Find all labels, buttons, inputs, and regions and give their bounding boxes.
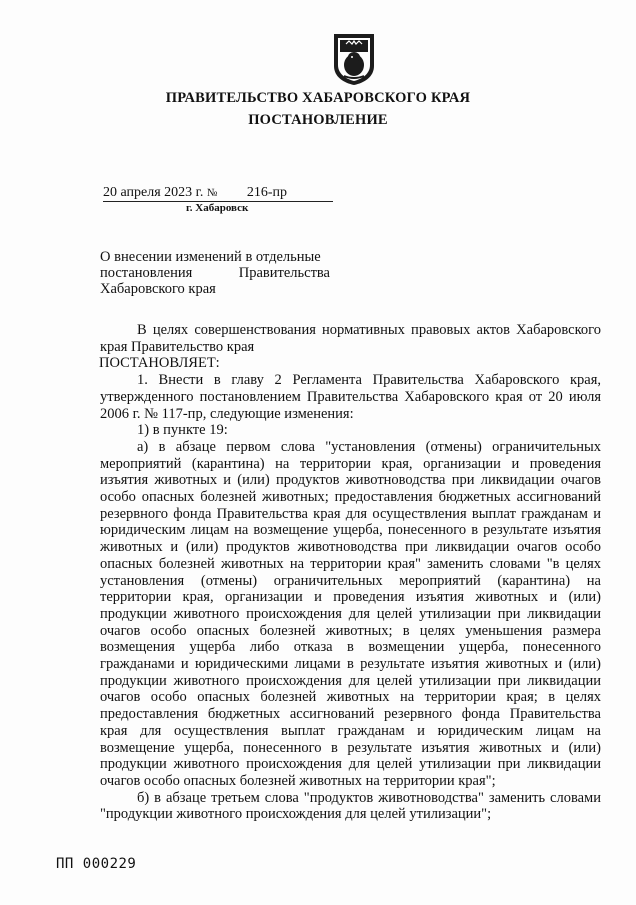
document-type: ПОСТАНОВЛЕНИЕ (248, 112, 388, 128)
subject-line: Хабаровского края (100, 281, 216, 297)
registration-number: 216-пр (246, 185, 287, 200)
item-1-1-a-paragraph: а) в абзаце первом слова "установления (отмены) ограничительных мероприятий (карантина) на территории края, организации и проведения изъятия животных и (или) продуктов животноводства при ликвидации очагов особо опасных болезней животных; предоставления бюджетных ассигнований резервного фонда Правительства края для осуществления выплат гражданам и юридическим лицам на возмещение ущерба, понесенного в результате изъятия животных и (или) продуктов животноводства при ликвидации очагов особо опасных болезней животных на территории края" заменить словами "в целях установления (отмены) ограничительных мероприятий (карантина) на территории края, организации и проведения изъятия животных и (или) продукции животного происхождения для целей утилизации при ликвидации очагов особо опасных болезней животных; в целях уменьшения размера возмещения ущерба либо отказа в возмещении ущерба, понесенного гражданами и юридическими лицами в результате изъятия животных и (или) продукции животного происхождения для целей утилизации при ликвидации очагов особо опасных болезней животных на территории края; в целях предоставления бюджетных ассигнований резервного фонда Правительства края для осуществления выплат гражданам и юридическим лицам на возмещение ущерба, понесенного в результате изъятия животных и (или) продукции животного происхождения для целей утилизации при ликвидации очагов особо опасных болезней животных на территории края"; (100, 438, 601, 789)
number-sign: № (206, 187, 218, 199)
subject-line (100, 265, 330, 281)
item-1-1-paragraph: 1) в пункте 19: (137, 422, 228, 439)
coat-of-arms-icon (332, 32, 376, 86)
document-subject (100, 249, 330, 297)
registration-line (103, 185, 287, 201)
subject-line: О внесении изменений в отдельные (100, 249, 321, 265)
document-body (100, 322, 601, 823)
subject-word: Правительства (238, 265, 330, 281)
place-of-issue: г. Хабаровск (186, 202, 249, 214)
resolves-heading: ПОСТАНОВЛЯЕТ: (99, 355, 220, 372)
item-1-paragraph: 1. Внести в главу 2 Регламента Правительства Хабаровского края, утвержденного постановлением Правительства Хабаровского края от 20 июля 2006 г. № 117-пр, следующие изменения: (100, 372, 601, 422)
registration-date: 20 апреля 2023 г. (103, 185, 204, 200)
subject-word: постановления (100, 265, 193, 281)
item-1-1-b-paragraph: б) в абзаце третьем слова "продуктов животноводства" заменить словами "продукции животного происхождения для целей утилизации"; (100, 789, 601, 823)
registry-stamp: ПП 000229 (56, 856, 137, 872)
organization-title: ПРАВИТЕЛЬСТВО ХАБАРОВСКОГО КРАЯ (165, 90, 471, 106)
preamble-paragraph: В целях совершенствования нормативных правовых актов Хабаровского края Правительство края (100, 322, 601, 355)
